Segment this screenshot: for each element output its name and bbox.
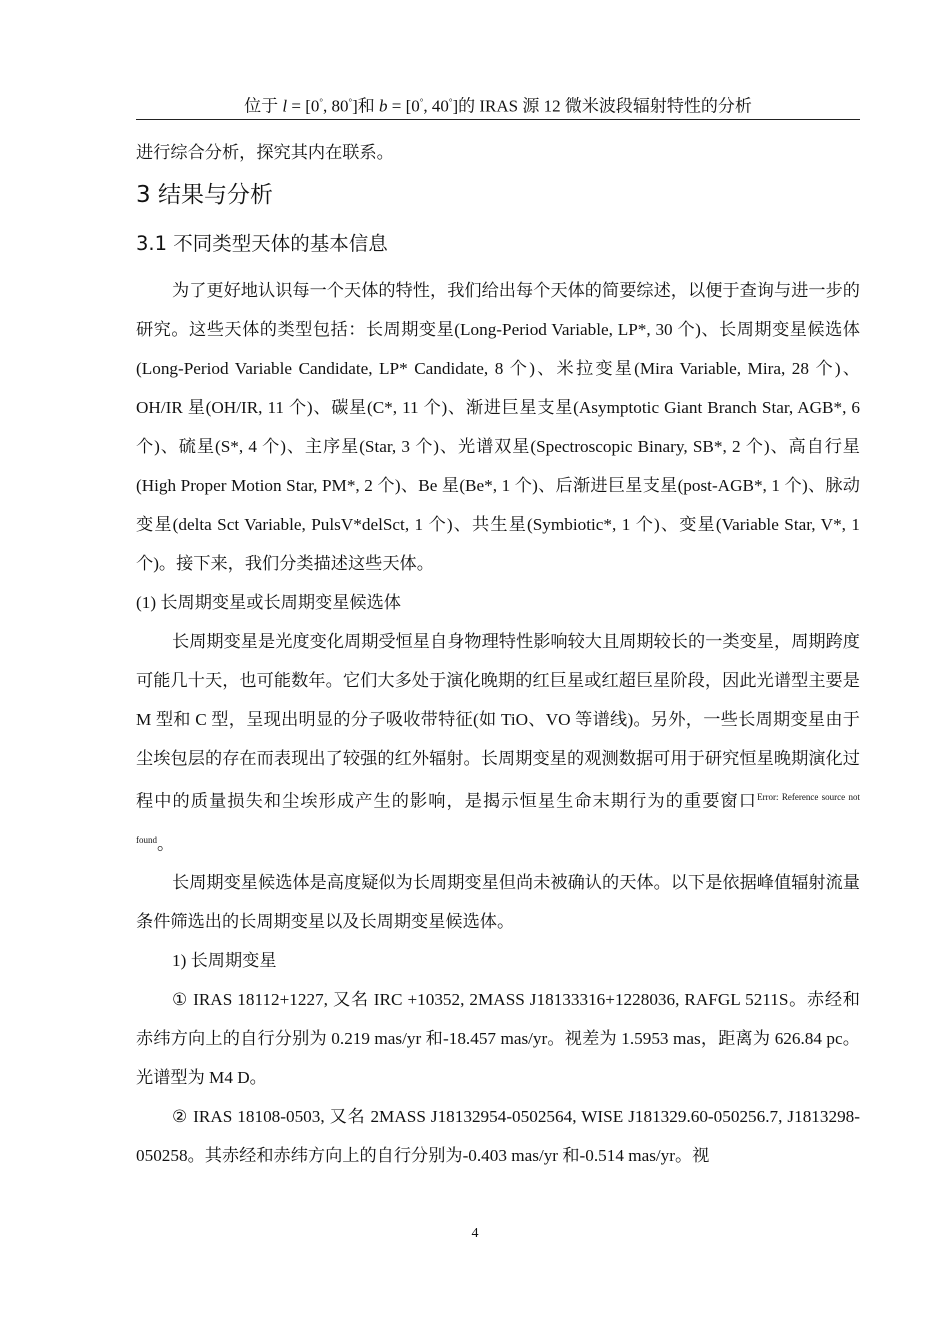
lpv-description-text: 长周期变星是光度变化周期受恒星自身物理特性影响较大且周期较长的一类变星，周期跨度可能几十天，也可能数年。它们大多处于演化晚期的红巨星或红超巨星阶段，因此光谱型主要是 M 型和 C 型，呈现出明显的分子吸收带特征(如 TiO、VO 等谱线)。另外，一些长周期变星由于尘埃包层的存在而表现出了较强的红外辐射。长周期变星的观测数据可用于研究恒星晚期演化过程中的质量损失和尘埃形成产生的影响，是揭示恒星生命末期行为的重要窗口 — [136, 632, 860, 811]
body-content — [136, 133, 860, 1175]
degree-mark: ° — [319, 97, 323, 107]
header-prefix: 位于 — [244, 96, 283, 116]
header-b-variable: b — [379, 96, 388, 116]
page-number: 4 — [471, 1226, 479, 1241]
degree-mark: ° — [419, 97, 424, 107]
entry-paragraph: ② IRAS 18108-0503, 又名 2MASS J18132954-0502564, WISE J181329.60-050256.7, J1813298-050258。其赤经和赤纬方向上的自行分别为-0.403 mas/yr 和-0.514 mas/yr。视 — [136, 1107, 860, 1166]
item-heading: (1) 长周期变星或长周期变星候选体 — [136, 593, 401, 612]
reference-error: Error: Reference source not found — [136, 792, 860, 845]
header-l-variable: l — [282, 96, 288, 116]
lead-paragraph: 进行综合分析，探究其内在联系。 — [136, 143, 394, 162]
header-b-range-start: = [0 — [387, 96, 420, 116]
degree-mark: ° — [348, 97, 353, 107]
lpv-description-paragraph — [136, 622, 860, 863]
header-l-range-sep: , 80 — [322, 96, 349, 116]
intro-paragraph: 为了更好地认识每一个天体的特性，我们给出每个天体的简要综述，以便于查询与进一步的研究。这些天体的类型包括：长周期变星(Long-Period Variable, LP*, 30 个)、长周期变星候选体(Long-Period Variable Candidate, LP* Candidate, 8 个)、米拉变星(Mira Variable, Mira, 28 个)、OH/IR 星(OH/IR, 11 个)、碳星(C*, 11 个)、渐进巨星支星(Asymptotic Giant Branch Star, AGB*, 6 个)、硫星(S*, 4 个)、主序星(Star, 3 个)、光谱双星(Spectroscopic Binary, SB*, 2 个)、高自行星(High Proper Motion Star, PM*, 2 个)、Be 星(Be*, 1 个)、后渐进巨星支星(post-AGB*, 1 个)、脉动变星(delta Sct Variable, PulsV*delSct, 1 个)、共生星(Symbiotic*, 1 个)、变星(Variable Star, V*, 1 个)。接下来，我们分类描述这些天体。 — [136, 281, 860, 573]
header-title-rest: ]的 IRAS 源 12 微米波段辐射特性的分析 — [452, 96, 752, 116]
entry-paragraph: ① IRAS 18112+1227, 又名 IRC +10352, 2MASS J18133316+1228036, RAFGL 5211S。赤经和赤纬方向上的自行分别为 0.219 mas/yr 和-18.457 mas/yr。视差为 1.5953 mas，距离为 626.84 pc。光谱型为 M4 D。 — [136, 990, 860, 1088]
candidate-paragraph: 长周期变星候选体是高度疑似为长周期变星但尚未被确认的天体。以下是依据峰值辐射流量条件筛选出的长周期变星以及长周期变星候选体。 — [136, 873, 860, 932]
section-title: 3 结果与分析 — [136, 182, 273, 208]
running-header — [136, 92, 860, 120]
subsection-title: 3.1 不同类型天体的基本信息 — [136, 232, 388, 255]
header-l-range-start: = [0 — [287, 96, 320, 116]
header-l-range-end: ]和 — [352, 96, 379, 116]
sub-heading: 1) 长周期变星 — [172, 951, 277, 971]
header-b-range-sep: , 40 — [423, 96, 449, 116]
degree-mark: ° — [448, 97, 453, 107]
lpv-description-end: 。 — [157, 834, 175, 854]
